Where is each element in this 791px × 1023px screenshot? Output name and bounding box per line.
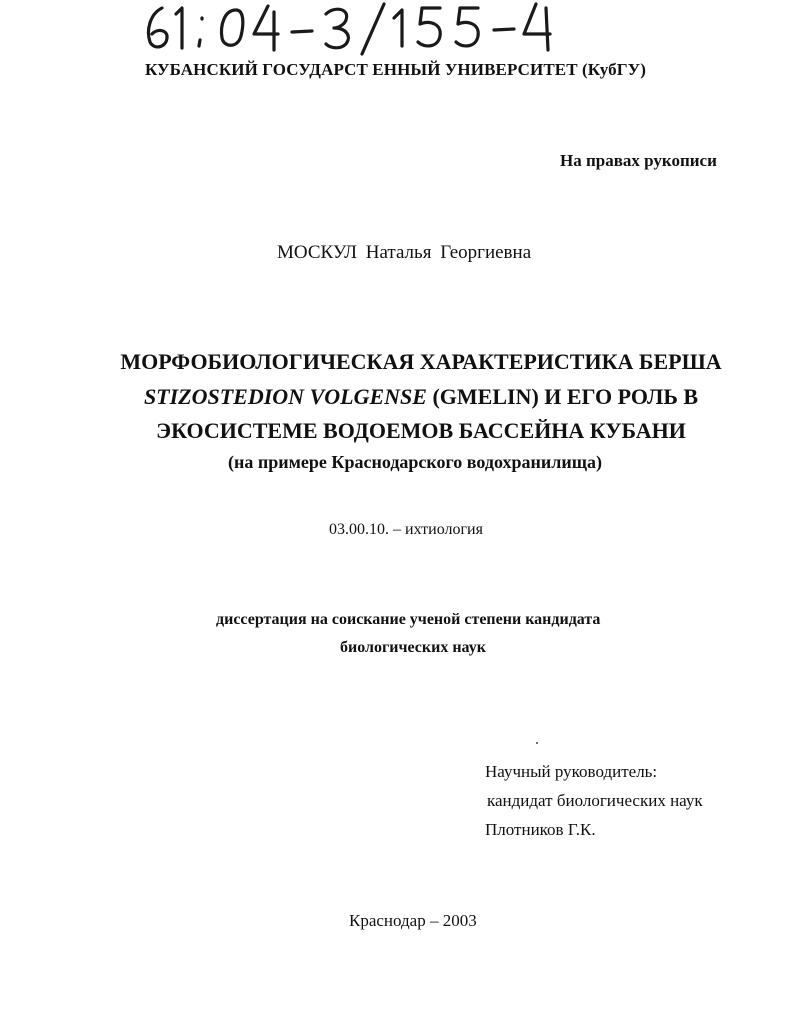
title-line-2 xyxy=(0,379,791,415)
supervisor-role: Научный руководитель: xyxy=(485,762,658,781)
dissertation-type-line-1: диссертация на соискание ученой степени кандидата xyxy=(216,611,601,628)
specialty-code: 03.00.10. – ихтиология xyxy=(329,521,483,538)
title-line-2-rest: (GMELIN) И ЕГО РОЛЬ В xyxy=(426,384,699,409)
city-and-year: Краснодар – 2003 xyxy=(349,911,477,930)
supervisor-name: Плотников Г.К. xyxy=(485,820,596,839)
title-line-3: ЭКОСИСТЕМЕ ВОДОЕМОВ БАССЕЙНА КУБАНИ xyxy=(156,418,686,443)
supervisor-degree: кандидат биологических наук xyxy=(487,791,703,810)
author-name: МОСКУЛ Наталья Георгиевна xyxy=(277,242,532,263)
university-name: КУБАНСКИЙ ГОСУДАРСТ ЕННЫЙ УНИВЕРСИТЕТ (КубГУ) xyxy=(144,60,647,79)
scan-speck xyxy=(536,742,538,744)
handwritten-shelfmark-drawing xyxy=(140,0,570,60)
title-subtitle: (на примере Краснодарского водохранилища) xyxy=(228,452,602,472)
handwritten-shelfmark xyxy=(140,0,570,60)
dissertation-type-line-2: биологических наук xyxy=(340,639,486,656)
manuscript-rights-note: На правах рукописи xyxy=(560,151,717,170)
title-line-1: МОРФОБИОЛОГИЧЕСКАЯ ХАРАКТЕРИСТИКА БЕРША xyxy=(120,349,722,374)
species-name: STIZOSTEDION VOLGENSE xyxy=(143,384,427,409)
